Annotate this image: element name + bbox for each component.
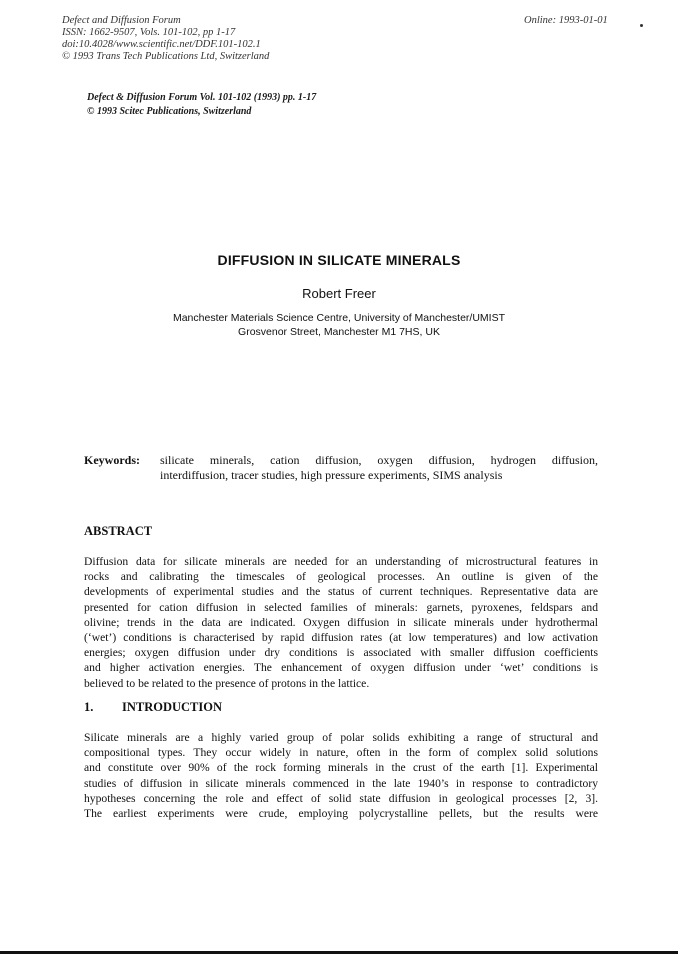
- abstract-line: believed to be related to the presence of protons in the lattice.: [84, 676, 370, 690]
- online-date: Online: 1993-01-01: [524, 15, 608, 26]
- abstract-line: and higher activation energies. The enhancement of oxygen diffusion under ‘wet’ conditions is: [84, 661, 598, 675]
- section-heading: INTRODUCTION: [122, 700, 223, 714]
- abstract-line: rocks and calibrating the timescales of geological processes. An outline is given of the: [84, 570, 598, 584]
- abstract-body: [84, 554, 598, 691]
- scan-speck: [640, 24, 643, 27]
- publication-header: [62, 15, 269, 63]
- introduction-line: and constitute over 90% of the rock forming minerals in the crust of the earth [1]. Experimental: [84, 761, 598, 775]
- introduction-line: studies of diffusion in silicate minerals commenced in the late 1940’s in response to contradictory: [84, 776, 598, 790]
- page-bottom-rule: [0, 951, 678, 954]
- introduction-line: compositional types. They occur widely in nature, often in the form of complex solid solutions: [84, 746, 598, 760]
- abstract-line: energies; oxygen diffusion under dry conditions is associated with smaller diffusion coefficients: [84, 646, 598, 660]
- introduction-line: hypotheses concerning the role and effect of solid state diffusion in geological processes [2, 3].: [84, 791, 598, 805]
- journal-copyright-line: © 1993 Scitec Publications, Switzerland: [87, 106, 252, 117]
- header-doi: doi:10.4028/www.scientific.net/DDF.101-102.1: [62, 39, 261, 50]
- header-copyright: © 1993 Trans Tech Publications Ltd, Switzerland: [62, 51, 270, 62]
- introduction-body: [84, 730, 598, 821]
- abstract-heading: ABSTRACT: [84, 524, 153, 538]
- introduction-line: Silicate minerals are a highly varied group of polar solids exhibiting a range of structural and: [84, 731, 598, 744]
- journal-citation: [87, 91, 316, 119]
- affiliation: [0, 311, 678, 339]
- introduction-line: The earliest experiments were crude, employing polycrystalline pellets, but the results were: [84, 807, 598, 821]
- keywords-line: silicate minerals, cation diffusion, oxygen diffusion, hydrogen diffusion,: [160, 453, 598, 467]
- paper-title: DIFFUSION IN SILICATE MINERALS: [217, 252, 461, 268]
- header-issn: ISSN: 1662-9507, Vols. 101-102, pp 1-17: [62, 27, 236, 38]
- journal-citation-line: Defect & Diffusion Forum Vol. 101-102 (1993) pp. 1-17: [87, 92, 317, 103]
- keywords-label: Keywords:: [84, 453, 140, 467]
- abstract-line: (‘wet’) conditions is characterised by rapid diffusion rates (at low temperatures) and low activation: [84, 631, 598, 645]
- abstract-line: presented for cation diffusion in selected families of minerals: garnets, pyroxenes, feldspars and: [84, 600, 598, 614]
- author-name: Robert Freer: [302, 286, 376, 301]
- affiliation-line: Grosvenor Street, Manchester M1 7HS, UK: [238, 326, 440, 338]
- abstract-line: olivine; trends in the data are indicated. Oxygen diffusion in silicate minerals under hydrothermal: [84, 615, 598, 629]
- keywords-list: [160, 453, 598, 483]
- abstract-line: developments of experimental studies and the status of current techniques. Representative data are: [84, 585, 598, 599]
- abstract-line: Diffusion data for silicate minerals are needed for an understanding of microstructural features in: [84, 555, 598, 568]
- affiliation-line: Manchester Materials Science Centre, University of Manchester/UMIST: [172, 312, 506, 324]
- section-number: 1.: [84, 700, 94, 714]
- keywords-line: interdiffusion, tracer studies, high pressure experiments, SIMS analysis: [160, 468, 503, 482]
- header-journal-name: Defect and Diffusion Forum: [62, 15, 181, 26]
